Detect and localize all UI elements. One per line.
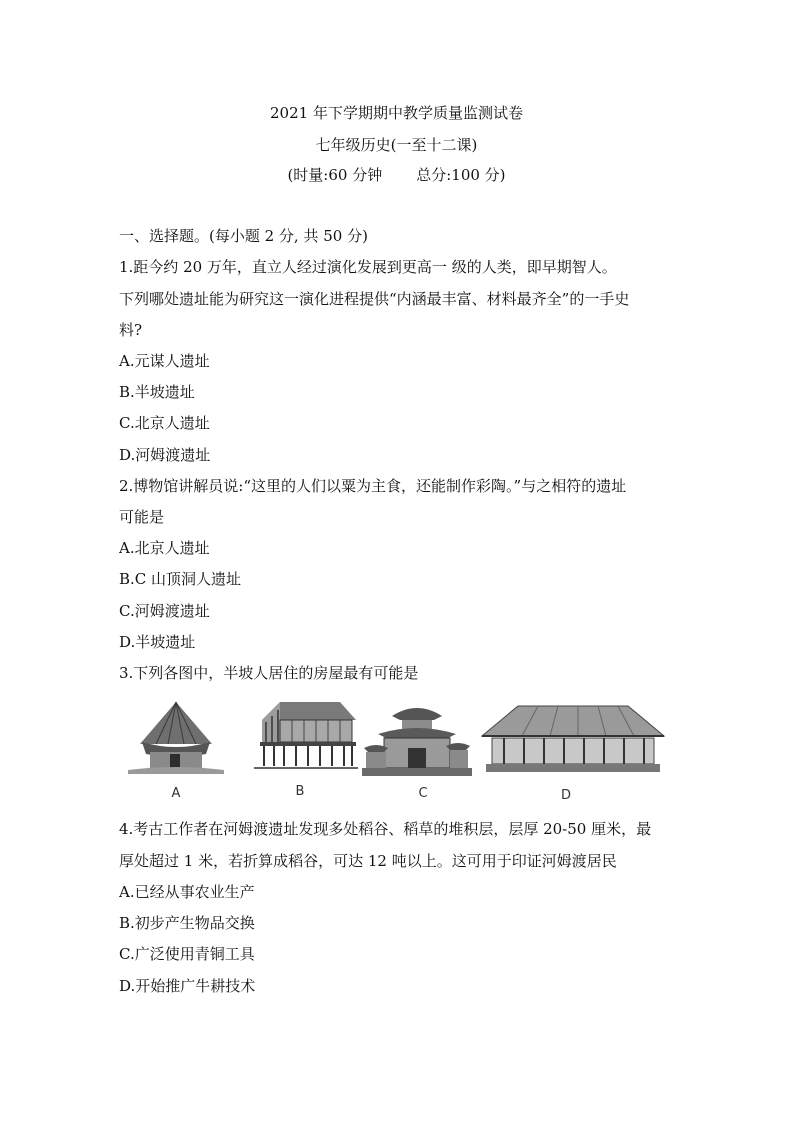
- exam-title: 2021 年下学期期中教学质量监测试卷: [270, 104, 523, 122]
- question-4-line-1: 4.考古工作者在河姆渡遗址发现多处稻谷、稻草的堆积层，层厚 20-50 厘米，最: [119, 820, 652, 838]
- exam-time: (时量:60 分钟: [287, 166, 383, 184]
- house-a-label: A: [171, 786, 181, 801]
- exam-subtitle: 七年级历史(一至十二课): [315, 136, 478, 154]
- house-c-image: [362, 698, 472, 778]
- question-2-option-b: B.C 山顶洞人遗址: [119, 570, 242, 588]
- question-1-line-2: 下列哪处遗址能为研究这一演化进程提供“内涵最丰富、材料最齐全”的一手史: [119, 290, 630, 308]
- house-c-label: C: [418, 786, 428, 801]
- question-1-line-1: 1.距今约 20 万年，直立人经过演化发展到更高一 级的人类，即早期智人。: [119, 258, 617, 276]
- section-title: 一、选择题。(每小题 2 分, 共 50 分): [119, 227, 368, 245]
- question-1-option-c: C.北京人遗址: [119, 414, 210, 432]
- question-1-option-b: B.半坡遗址: [119, 383, 195, 401]
- question-2-option-a: A.北京人遗址: [119, 539, 210, 557]
- exam-info: [0, 164, 793, 185]
- house-d-image: [478, 698, 668, 778]
- house-b-image: [240, 698, 360, 776]
- question-2-option-d: D.半坡遗址: [119, 633, 196, 651]
- house-b-label: B: [295, 784, 305, 799]
- question-4-line-2: 厚处超过 1 米，若折算成稻谷，可达 12 吨以上。这可用于印证河姆渡居民: [119, 852, 617, 870]
- question-4-option-d: D.开始推广牛耕技术: [119, 977, 256, 995]
- question-2-line-2: 可能是: [119, 508, 165, 526]
- house-a-image: [126, 698, 226, 776]
- question-3-figure: [120, 698, 672, 808]
- exam-score: 总分:100 分): [416, 166, 506, 184]
- question-2-option-c: C.河姆渡遗址: [119, 602, 210, 620]
- question-4-option-a: A.已经从事农业生产: [119, 883, 255, 901]
- house-d-label: D: [560, 788, 571, 803]
- question-3-line-1: 3.下列各图中，半坡人居住的房屋最有可能是: [119, 664, 419, 682]
- question-4-option-b: B.初步产生物品交换: [119, 914, 255, 932]
- question-1-option-a: A.元谋人遗址: [119, 352, 210, 370]
- question-1-line-3: 料?: [119, 321, 143, 339]
- question-4-option-c: C.广泛使用青铜工具: [119, 945, 255, 963]
- question-2-line-1: 2.博物馆讲解员说:“这里的人们以粟为主食，还能制作彩陶。”与之相符的遗址: [119, 477, 627, 495]
- question-1-option-d: D.河姆渡遗址: [119, 446, 211, 464]
